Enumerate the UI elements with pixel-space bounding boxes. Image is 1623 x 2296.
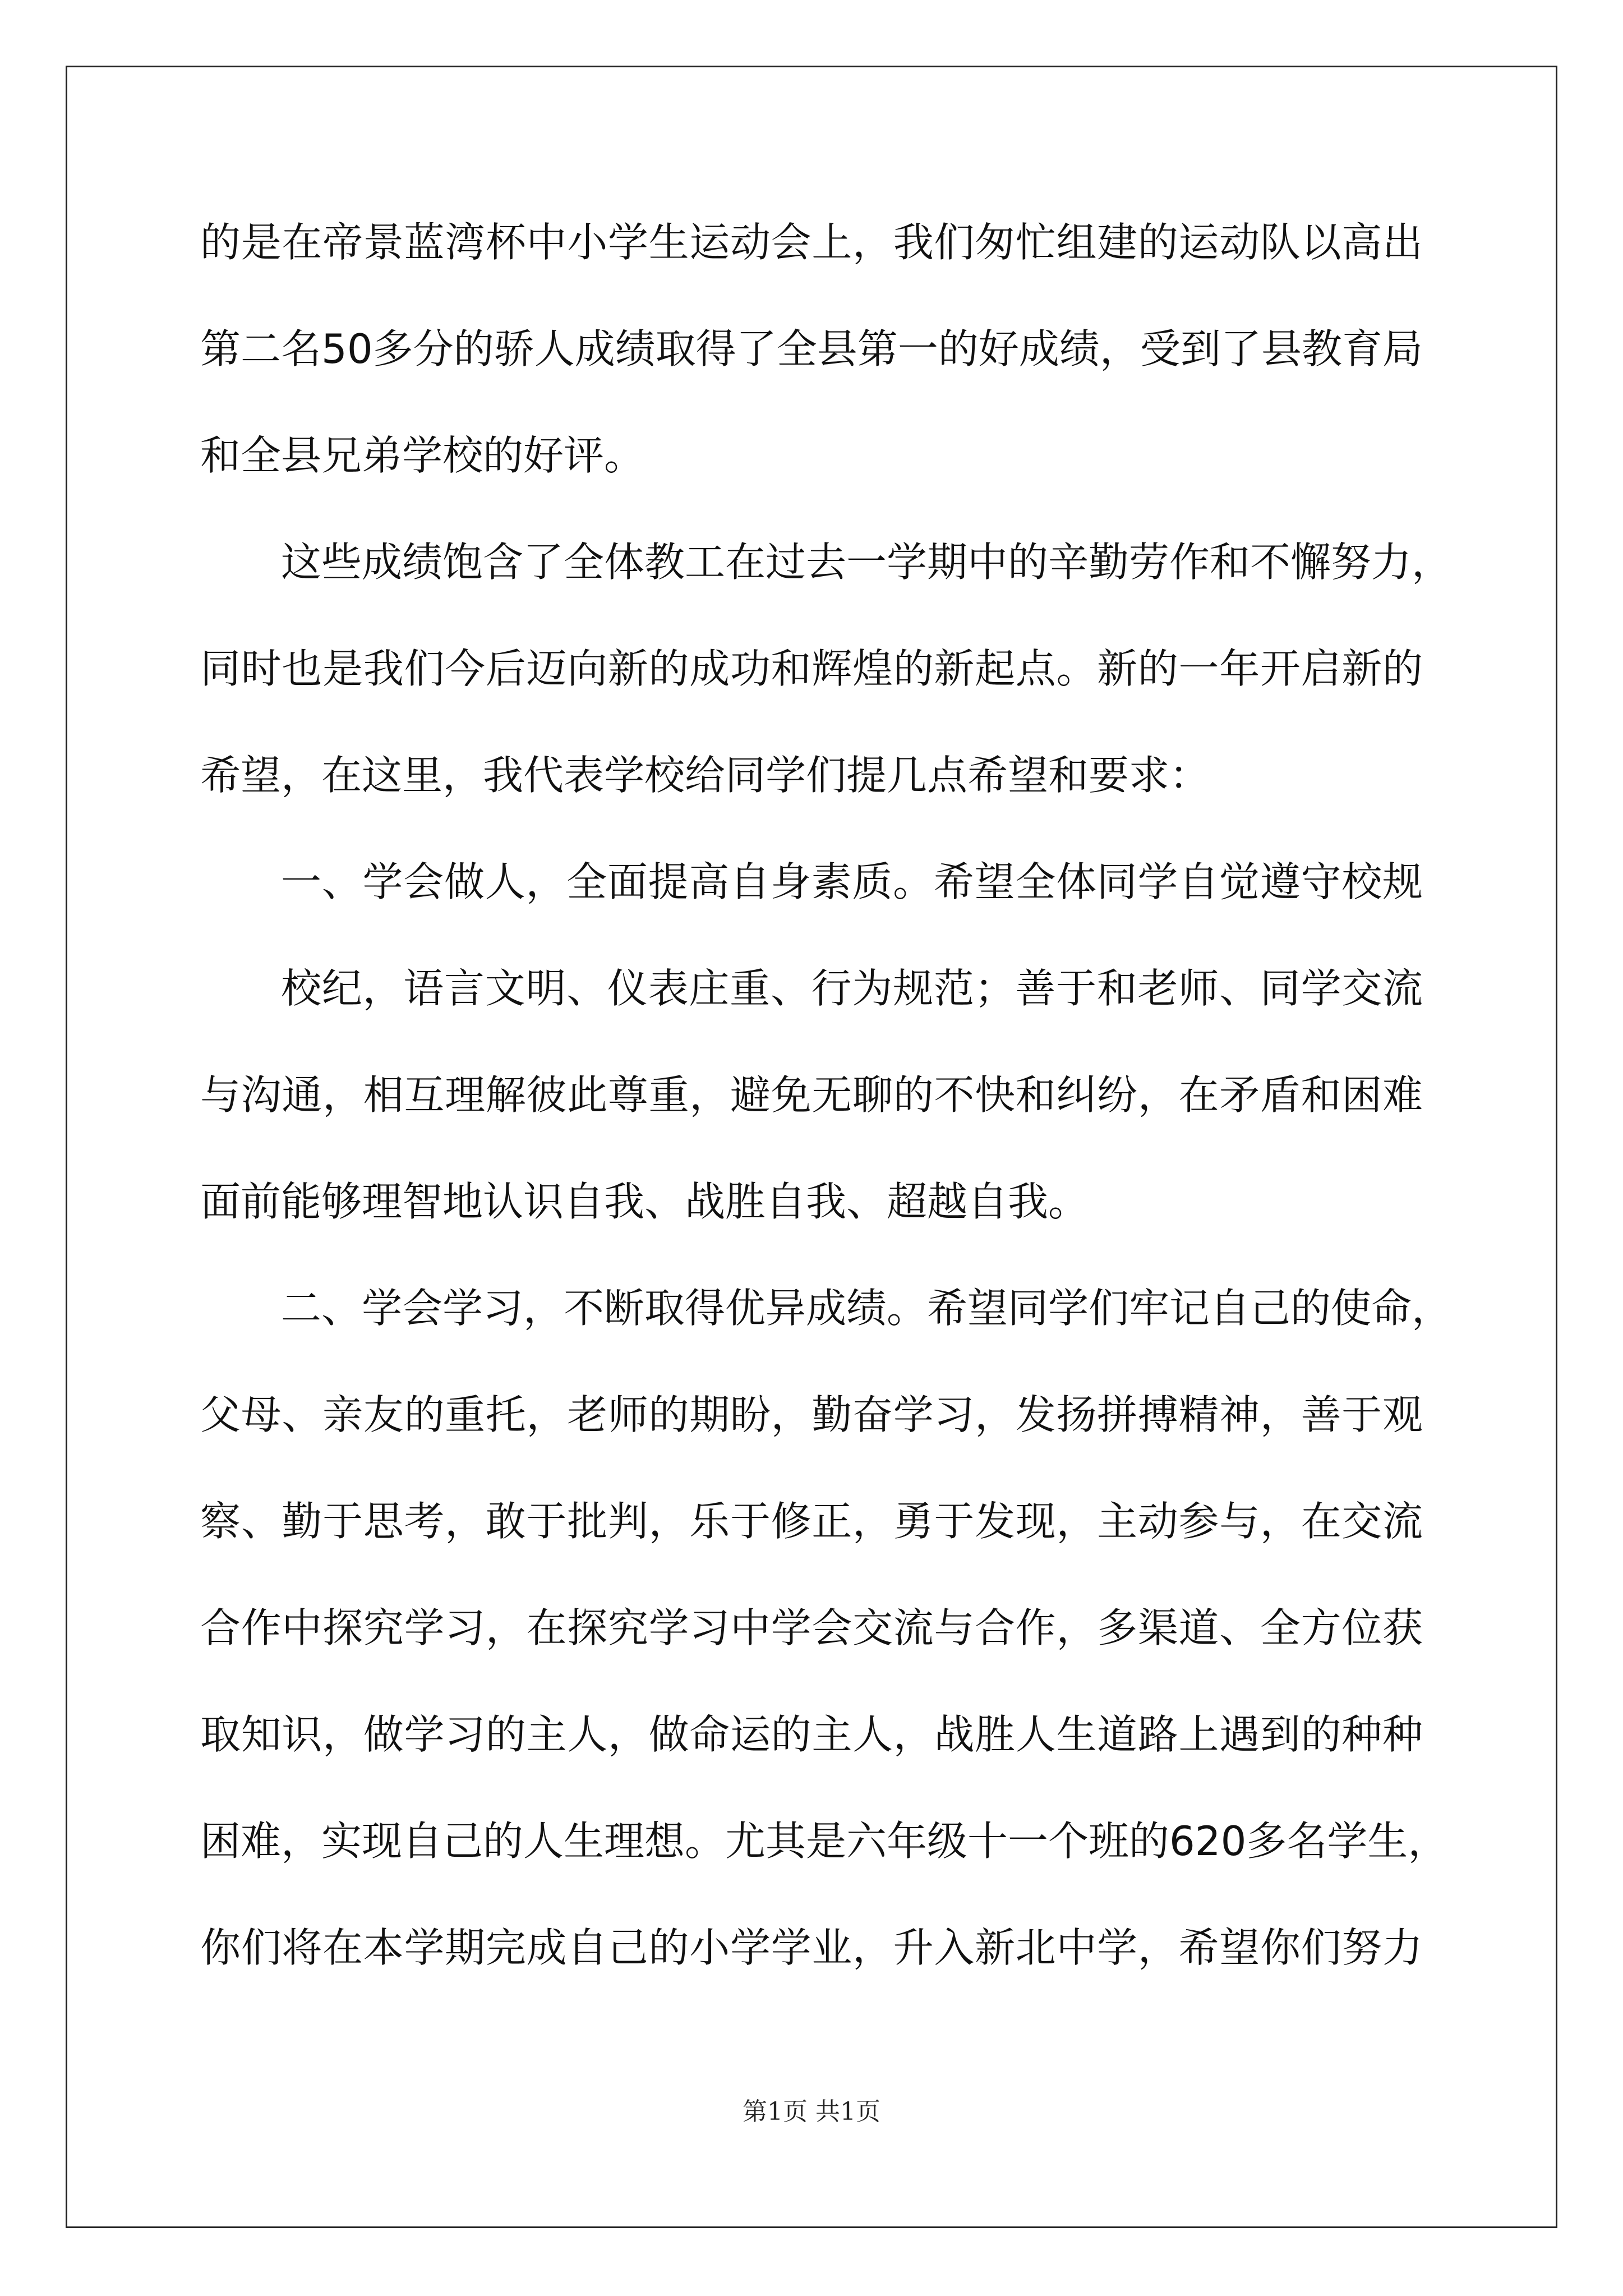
text-line: 校纪，语言文明、仪表庄重、行为规范；善于和老师、同学交流 (281, 965, 1423, 1012)
text-line: 第二名50多分的骄人成绩取得了全县第一的好成绩，受到了县教育局 (200, 325, 1423, 372)
text-line: 的是在帝景蓝湾杯中小学生运动会上，我们匆忙组建的运动队以高出 (200, 219, 1423, 266)
text-line: 二、学会学习，不断取得优异成绩。希望同学们牢记自己的使命， (281, 1285, 1453, 1332)
text-line: 面前能够理智地认识自我、战胜自我、超越自我。 (200, 1178, 1089, 1225)
text-line: 困难，实现自己的人生理想。尤其是六年级十一个班的620多名学生， (200, 1818, 1449, 1865)
text-line: 和全县兄弟学校的好评。 (200, 432, 645, 479)
text-line: 你们将在本学期完成自己的小学学业，升入新北中学，希望你们努力 (200, 1924, 1423, 1971)
text-line: 这些成绩饱含了全体教工在过去一学期中的辛勤劳作和不懈努力， (281, 539, 1453, 586)
text-line: 希望，在这里，我代表学校给同学们提几点希望和要求： (200, 752, 1210, 799)
page-footer: 第1页 共1页 (743, 2097, 880, 2126)
text-line: 取知识，做学习的主人，做命运的主人，战胜人生道路上遇到的种种 (200, 1711, 1423, 1758)
text-line: 一、学会做人，全面提高自身素质。希望全体同学自觉遵守校规 (281, 858, 1423, 905)
text-line: 与沟通，相互理解彼此尊重，避免无聊的不快和纠纷，在矛盾和困难 (200, 1071, 1423, 1119)
text-line: 父母、亲友的重托，老师的期盼，勤奋学习，发扬拼搏精神，善于观 (200, 1391, 1423, 1438)
text-line: 合作中探究学习，在探究学习中学会交流与合作，多渠道、全方位获 (200, 1604, 1423, 1651)
text-line: 同时也是我们今后迈向新的成功和辉煌的新起点。新的一年开启新的 (200, 645, 1423, 692)
page-border (66, 66, 1557, 2228)
text-line: 察、勤于思考，敢于批判，乐于修正，勇于发现，主动参与，在交流 (200, 1498, 1423, 1545)
